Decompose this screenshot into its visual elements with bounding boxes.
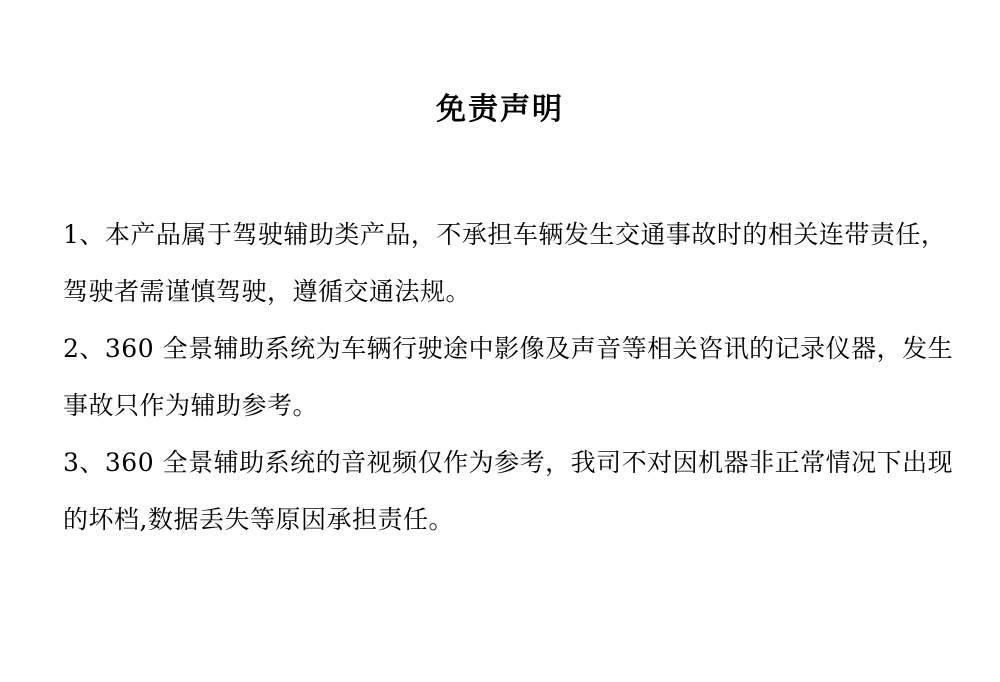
disclaimer-paragraph-3: 3、360 全景辅助系统的音视频仅作为参考，我司不对因机器非正常情况下出现的坏档,数据丢失等原因承担责任。 [63,448,954,534]
page-title: 免责声明 [436,92,564,127]
document-body [63,206,955,548]
disclaimer-paragraph-1: 1、本产品属于驾驶辅助类产品，不承担车辆发生交通事故时的相关连带责任，驾驶者需谨慎驾驶，遵循交通法规。 [63,220,947,306]
disclaimer-paragraph-2: 2、360 全景辅助系统为车辆行驶途中影像及声音等相关咨讯的记录仪器，发生事故只作为辅助参考。 [63,334,954,420]
